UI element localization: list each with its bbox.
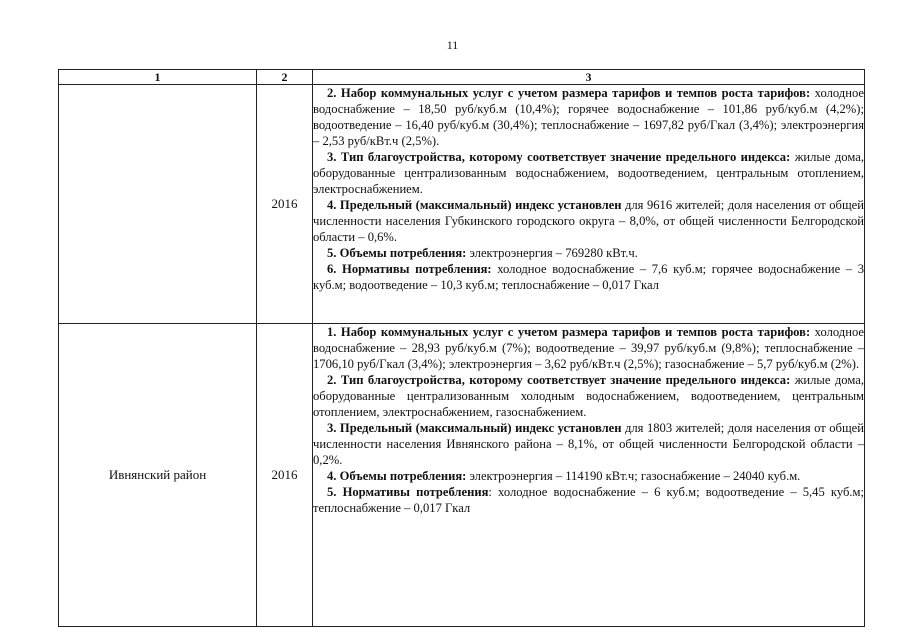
item-heading: 6. Нормативы потребления: xyxy=(327,262,492,276)
list-item xyxy=(313,261,864,293)
item-heading: 3. Предельный (максимальный) индекс установлен xyxy=(327,421,622,435)
table-row xyxy=(59,85,865,324)
list-item xyxy=(313,149,864,197)
item-text: жилые дома, оборудованные централизованным холодным водоснабжением, водоотведением, центральным отоплением, электроснабжением, газоснабжением. xyxy=(313,373,864,419)
item-text: : холодное водоснабжение – 6 куб.м; водоотведение – 5,45 куб.м; теплоснабжение – 0,017 Гкал xyxy=(313,485,864,515)
item-text: электроэнергия – 114190 кВт.ч; газоснабжение – 24040 куб.м. xyxy=(466,469,801,483)
item-text: холодное водоснабжение – 28,93 руб/куб.м (7%); водоотведение – 39,97 руб/куб.м (9,8%); теплоснабжение – 1706,10 руб/Гкал (3,4%); электроэнергия – 3,62 руб/кВт.ч (2,5%); газоснабжение – 5,7 руб/куб.м (2%). xyxy=(313,325,864,371)
item-text: для 9616 жителей; доля населения от общей численности населения Губкинского городского округа – 8,0%, от общей численности Белгородской области – 0,6%. xyxy=(313,198,864,244)
table-header-row xyxy=(59,70,865,85)
column-header-2: 2 xyxy=(257,70,313,85)
item-heading: 4. Предельный (максимальный) индекс установлен xyxy=(327,198,622,212)
list-item xyxy=(313,245,864,261)
year-cell: 2016 xyxy=(257,324,313,627)
list-item xyxy=(313,197,864,245)
column-header-1: 1 xyxy=(59,70,257,85)
year-cell: 2016 xyxy=(257,85,313,324)
territory-cell xyxy=(59,85,257,324)
item-heading: 4. Объемы потребления: xyxy=(327,469,467,483)
territory-cell: Ивнянский район xyxy=(59,324,257,627)
item-heading: 1. Набор коммунальных услуг с учетом размера тарифов и темпов роста тарифов: xyxy=(327,325,811,339)
item-text: электроэнергия – 769280 кВт.ч. xyxy=(466,246,638,260)
page-number: 11 xyxy=(446,38,459,52)
table-row xyxy=(59,324,865,627)
list-item xyxy=(313,468,864,484)
list-item xyxy=(313,85,864,149)
description-cell xyxy=(313,85,865,324)
item-heading: 2. Тип благоустройства, которому соответствует значение предельного индекса: xyxy=(327,373,791,387)
item-text: холодное водоснабжение – 7,6 куб.м; горячее водоснабжение – 3 куб.м; водоотведение – 10,3 куб.м; теплоснабжение – 0,017 Гкал xyxy=(313,262,864,292)
item-text: для 1803 жителей; доля населения от общей численности населения Ивнянского района – 8,1%, от общей численности Белгородской области – 0,2%. xyxy=(313,421,864,467)
item-heading: 5. Нормативы потребления xyxy=(327,485,489,499)
item-heading: 3. Тип благоустройства, которому соответствует значение предельного индекса: xyxy=(327,150,791,164)
list-item xyxy=(313,324,864,372)
item-text: жилые дома, оборудованные централизованным водоснабжением, водоотведением, центральным отоплением, электроснабжением. xyxy=(313,150,864,196)
item-heading: 5. Объемы потребления: xyxy=(327,246,467,260)
item-heading: 2. Набор коммунальных услуг с учетом размера тарифов и темпов роста тарифов: xyxy=(327,86,811,100)
description-cell xyxy=(313,324,865,627)
list-item xyxy=(313,372,864,420)
tariff-table xyxy=(58,69,865,627)
list-item xyxy=(313,420,864,468)
item-text: холодное водоснабжение – 18,50 руб/куб.м (10,4%); горячее водоснабжение – 101,86 руб/куб.м (4,2%); водоотведение – 16,40 руб/куб.м (30,4%); теплоснабжение – 1697,82 руб/Гкал (3,4%); электроэнергия – 2,53 руб/кВт.ч (2,5%). xyxy=(313,86,864,148)
column-header-3: 3 xyxy=(313,70,865,85)
list-item xyxy=(313,484,864,516)
